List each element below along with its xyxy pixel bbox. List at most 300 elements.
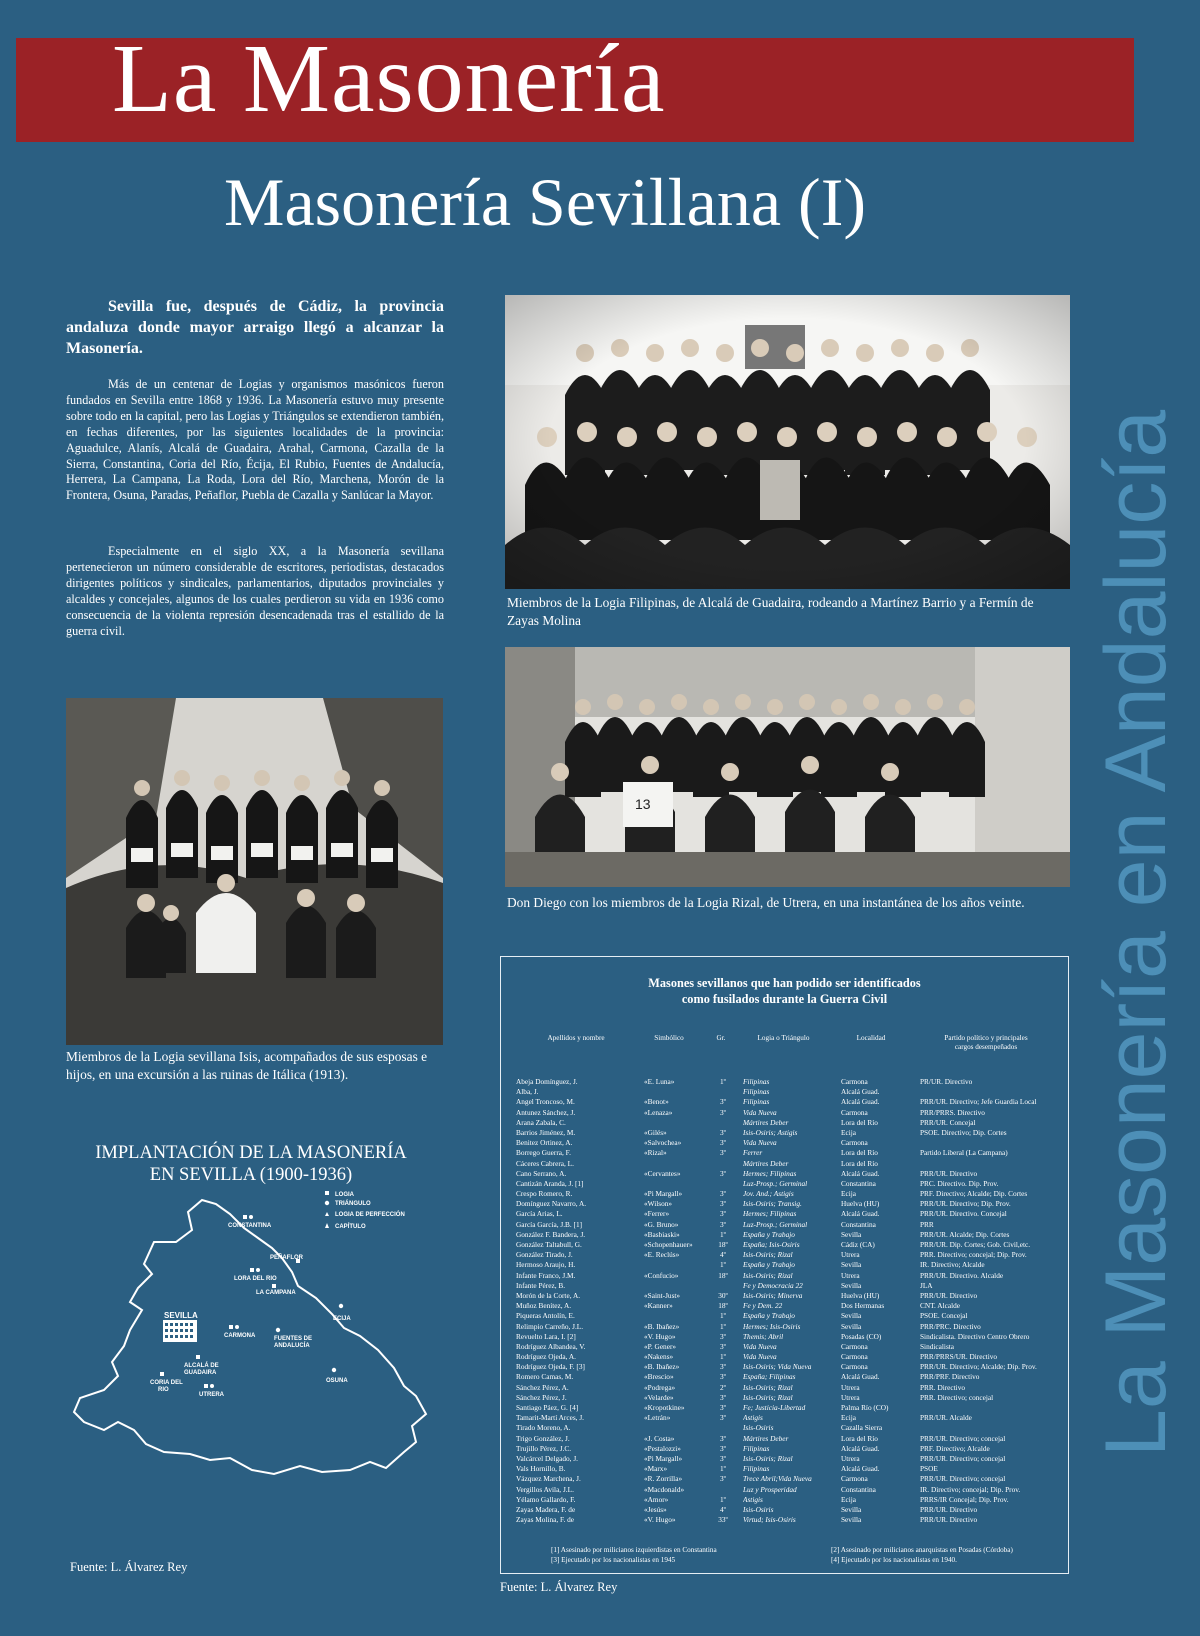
cell-lodge: Astigis xyxy=(743,1413,763,1423)
cell-lodge: Vida Nueva xyxy=(743,1138,777,1148)
table-row xyxy=(516,1087,1061,1097)
cell-name: Rodríguez Ojeda, F. [3] xyxy=(516,1362,585,1372)
cell-locality: Carmona xyxy=(841,1077,868,1086)
table-row xyxy=(516,1271,1061,1281)
table-row xyxy=(516,1301,1061,1311)
header-party-line-2: cargos desempeñados xyxy=(954,1043,1018,1051)
cell-locality: Sevilla xyxy=(841,1321,862,1331)
cell-locality: Ecija xyxy=(841,1494,856,1504)
cell-lodge: Jov. And.; Astigis xyxy=(743,1189,794,1199)
cell-grade: 1º xyxy=(720,1321,726,1331)
header-lodge: Logia o Triángulo xyxy=(757,1034,810,1042)
cell-lodge: Isis-Osiris; Transig. xyxy=(743,1199,802,1209)
cell-party: PRR/UR. Directivo; concejal xyxy=(920,1433,1006,1443)
legend-triangulo-symbol xyxy=(325,1201,329,1205)
label-coria-1: CORIA DEL xyxy=(150,1380,183,1386)
marker-lora-tri xyxy=(256,1268,260,1272)
cell-locality: Alcalá Guad. xyxy=(841,1372,880,1382)
cell-name: Abeja Domínguez, J. xyxy=(516,1077,578,1086)
cell-symbolic: «Pi Margall» xyxy=(644,1453,683,1463)
cell-symbolic: «J. Costa» xyxy=(644,1433,675,1443)
cell-locality: Huelva (HU) xyxy=(841,1290,880,1300)
cell-locality: Constantina xyxy=(841,1178,876,1188)
cell-name: Tamarit-Martí Arces, J. xyxy=(516,1413,584,1423)
marker-fuentes xyxy=(276,1328,280,1332)
cell-symbolic: «Brescio» xyxy=(644,1372,674,1382)
cell-symbolic: «V. Hugo» xyxy=(644,1515,676,1525)
cell-name: Angel Troncoso, M. xyxy=(516,1097,575,1107)
table-row xyxy=(516,1505,1061,1515)
implantation-map xyxy=(60,1190,450,1490)
cell-party: PRR/PRRS. Directivo xyxy=(920,1107,985,1117)
cell-lodge: Isis-Osiris xyxy=(743,1504,774,1514)
cell-name: Relimpio Carreño, J.L. xyxy=(516,1321,584,1331)
table-row xyxy=(516,1230,1061,1240)
cell-locality: Sevilla xyxy=(841,1504,862,1514)
cell-symbolic: «Rizal» xyxy=(644,1148,667,1158)
page-title: La Masonería xyxy=(112,25,666,133)
cell-party: PRR/UR. Directivo xyxy=(920,1504,978,1514)
cell-grade: 3º xyxy=(720,1219,726,1229)
label-carmona: CARMONA xyxy=(224,1333,256,1339)
legend-perfeccion-symbol xyxy=(325,1212,329,1216)
marker-utrera-tri xyxy=(210,1384,214,1388)
caption-logia-filipinas: Miembros de la Logia Filipinas, de Alcalá de Guadaira, rodeando a Martínez Barrio y a Fermín de Zayas Molina xyxy=(507,595,1034,628)
legend-triangulo: TRIÁNGULO xyxy=(335,1201,371,1207)
caption-logia-isis: Miembros de la Logia sevillana Isis, acompañados de sus esposas e hijos, en una excursión a las ruinas de Itálica (1913). xyxy=(66,1049,428,1082)
note-1: [1] Asesinado por milicianos izquierdistas en Constantina xyxy=(551,1546,717,1554)
cell-name: Barrios Jiménez, M. xyxy=(516,1127,576,1137)
cell-lodge: Ferrer xyxy=(743,1148,763,1158)
cell-party: PSOE. Concejal xyxy=(920,1311,968,1321)
table-row xyxy=(516,1189,1061,1199)
cell-locality: Utrera xyxy=(841,1382,860,1392)
cell-grade: 3º xyxy=(720,1168,726,1178)
cell-locality: Alcalá Guad. xyxy=(841,1464,880,1474)
table-row xyxy=(516,1332,1061,1342)
cell-name: Yélamo Gallardo, F. xyxy=(516,1494,576,1504)
header-symbolic: Simbólico xyxy=(654,1034,684,1042)
table-row xyxy=(516,1148,1061,1158)
cell-locality: Dos Hermanas xyxy=(841,1301,885,1311)
cell-lodge: Mártires Deber xyxy=(743,1433,789,1443)
cell-party: Partido Liberal (La Campana) xyxy=(920,1148,1008,1158)
cell-locality: Sevilla xyxy=(841,1229,862,1239)
header-grade: Gr. xyxy=(716,1034,726,1042)
photo-logia-filipinas xyxy=(505,295,1070,589)
cell-locality: Sevilla xyxy=(841,1260,862,1270)
marker-constantina-tri xyxy=(249,1215,253,1219)
table-row xyxy=(516,1464,1061,1474)
map-source: Fuente: L. Álvarez Rey xyxy=(70,1560,188,1574)
marker-osuna xyxy=(332,1368,336,1372)
cell-locality: Sevilla xyxy=(841,1280,862,1290)
table-row xyxy=(516,1413,1061,1423)
cell-grade: 3º xyxy=(720,1138,726,1148)
label-ecija: ECIJA xyxy=(333,1316,351,1322)
cell-lodge: España y Trabajo xyxy=(743,1260,795,1270)
cell-grade: 3º xyxy=(720,1474,726,1484)
cell-lodge: Hermes; Filipinas xyxy=(743,1209,797,1219)
cell-name: Piqueras Antolín, E. xyxy=(516,1311,575,1321)
page-subtitle: Masonería Sevillana (I) xyxy=(224,164,866,240)
cell-lodge: Hermes; Isis-Osiris xyxy=(743,1321,801,1331)
cell-locality: Palma Río (CO) xyxy=(841,1403,889,1412)
table-title-line-2: como fusilados durante la Guerra Civil xyxy=(681,992,888,1006)
table-row xyxy=(516,1250,1061,1260)
cell-name: Vergillos Avila, J.L. xyxy=(516,1484,574,1494)
cell-locality: Ecija xyxy=(841,1413,856,1423)
label-campana: LA CAMPANA xyxy=(256,1290,296,1296)
cell-symbolic: «Saint-Just» xyxy=(644,1290,681,1300)
cell-lodge: Isis-Osiris; Rizal xyxy=(743,1250,793,1260)
cell-grade: 3º xyxy=(720,1127,726,1137)
cell-locality: Cazalla Sierra xyxy=(841,1423,883,1433)
cell-locality: Carmona xyxy=(841,1107,868,1117)
cell-name: González Tirado, J. xyxy=(516,1250,573,1260)
cell-party: PRR/UR. Dip. Cortes; Gob. Civil,etc. xyxy=(920,1240,1031,1249)
cell-locality: Carmona xyxy=(841,1362,868,1372)
cell-locality: Alcalá Guad. xyxy=(841,1443,880,1453)
cell-locality: Lora del Río xyxy=(841,1158,878,1168)
cell-name: García García, J.B. [1] xyxy=(516,1219,583,1229)
cell-grade: 4º xyxy=(720,1250,726,1260)
intro-paragraph-1: Más de un centenar de Logias y organismos masónicos fueron fundados en Sevilla entre 1868 y 1936. La Masonería estuvo muy presente sobre todo en la capital, pero las Logias y Triángulos se extendieron también, en fechas diferentes, por las siguientes localidades de la provincia: Aguadulce, Alanís, Alcalá de Guadaira, Arahal, Carmona, Cazalla de la Sierra, Constantina, Coria del Río, Écija, El Rubio, Fuentes de Andalucía, Herrera, La Campana, La Roda, Lora del Río, Marchena, Morón de la Frontera, Osuna, Paradas, Peñaflor, Puebla de Cazalla y Sanlúcar la Mayor. xyxy=(66,377,444,503)
cell-symbolic: «Macdonald» xyxy=(644,1484,685,1494)
cell-party: PRRS/IR Concejal; Dip. Prov. xyxy=(920,1494,1009,1504)
cell-name: Rodríguez Albandea, V. xyxy=(516,1341,586,1351)
marker-campana xyxy=(272,1284,276,1288)
cell-symbolic: «Nakens» xyxy=(644,1352,674,1362)
vertical-series-title: La Masonería en Andalucía xyxy=(1088,409,1184,1457)
table-row xyxy=(516,1372,1061,1382)
cell-name: Sánchez Pérez, J. xyxy=(516,1392,567,1402)
cell-locality: Posadas (CO) xyxy=(841,1331,882,1341)
table-row xyxy=(516,1220,1061,1230)
cell-symbolic: «P. Gener» xyxy=(644,1341,677,1351)
legend-capitulo: CAPÍTULO xyxy=(335,1224,366,1230)
cell-grade: 1º xyxy=(720,1464,726,1474)
cell-lodge: Fe y Dem. 22 xyxy=(743,1301,783,1311)
intro-lead: Sevilla fue, después de Cádiz, la provincia andaluza donde mayor arraigo llegó a alcanzar la Masonería. xyxy=(66,298,444,357)
cell-party: PRR/UR. Directivo; Alcalde; Dip. Prov. xyxy=(920,1362,1037,1372)
label-fuentes-1: FUENTES DE xyxy=(274,1336,313,1342)
cell-name: Trujillo Pérez, J.C. xyxy=(516,1443,572,1453)
cell-name: Alba, J. xyxy=(516,1087,539,1097)
cell-party: PRR/UR. Directivo xyxy=(920,1290,978,1300)
cell-name: Sánchez Pérez, A. xyxy=(516,1382,569,1392)
cell-lodge: Virtud; Isis-Osiris xyxy=(743,1515,796,1525)
cell-locality: Utrera xyxy=(841,1453,860,1463)
cell-name: Infante Franco, J.M. xyxy=(516,1270,576,1280)
cell-locality: Utrera xyxy=(841,1250,860,1260)
cell-name: Santiago Páez, G. [4] xyxy=(516,1403,579,1412)
cell-locality: Alcalá Guad. xyxy=(841,1097,880,1107)
marker-ecija xyxy=(339,1304,343,1308)
cell-symbolic: «Basbiaski» xyxy=(644,1229,680,1239)
header-party-line-1: Partido político y principales xyxy=(944,1034,1028,1042)
note-3: [3] Ejecutado por los nacionalistas en 1945 xyxy=(551,1556,676,1564)
cell-party: JLA xyxy=(920,1280,933,1290)
marker-lora xyxy=(250,1268,254,1272)
cell-symbolic: «E. Luna» xyxy=(644,1077,675,1086)
legend-logia: LOGIA xyxy=(335,1192,354,1198)
cell-party: CNT. Alcalde xyxy=(920,1301,960,1311)
cell-symbolic: «Salvochea» xyxy=(644,1138,682,1148)
table-row xyxy=(516,1169,1061,1179)
cell-symbolic: «B. Ibañez» xyxy=(644,1362,680,1372)
cell-grade: 1º xyxy=(720,1260,726,1270)
caption-logia-rizal: Don Diego con los miembros de la Logia Rizal, de Utrera, en una instantánea de los años veinte. xyxy=(507,895,1025,910)
cell-locality: Sevilla xyxy=(841,1311,862,1321)
table-row xyxy=(516,1383,1061,1393)
cell-symbolic: «R. Zorrilla» xyxy=(644,1474,683,1484)
cell-locality: Sevilla xyxy=(841,1515,862,1525)
cell-grade: 3º xyxy=(720,1189,726,1199)
marker-utrera xyxy=(204,1384,208,1388)
cell-grade: 3º xyxy=(720,1097,726,1107)
cell-lodge: Luz y Prosperidad xyxy=(743,1484,797,1494)
table-row xyxy=(516,1291,1061,1301)
cell-name: Benitez Ortinez, A. xyxy=(516,1138,573,1148)
cell-lodge: Fe y Democracia 22 xyxy=(743,1280,803,1290)
cell-grade: 3º xyxy=(720,1362,726,1372)
table-title-line-1: Masones sevillanos que han podido ser identificados xyxy=(648,976,921,990)
cell-party: PSOE. Directivo; Dip. Cortes xyxy=(920,1127,1007,1137)
cell-lodge: Trece Abril;Vida Nueva xyxy=(743,1474,812,1484)
executed-masons-table xyxy=(500,956,1069,1574)
table-row xyxy=(516,1403,1061,1413)
table-row xyxy=(516,1159,1061,1169)
table-notes-right xyxy=(831,1545,1013,1565)
cell-party: PR/UR. Directivo xyxy=(920,1077,973,1086)
cell-lodge: Filipinas xyxy=(743,1097,770,1107)
cell-lodge: Hermes; Filipinas xyxy=(743,1168,797,1178)
cell-grade: 3º xyxy=(720,1403,726,1412)
cell-name: Domínguez Navarro, A. xyxy=(516,1199,587,1209)
cell-lodge: Isis-Osiris; Vida Nueva xyxy=(743,1362,812,1372)
cell-lodge: Astigis xyxy=(743,1494,763,1504)
cell-symbolic: «Wilson» xyxy=(644,1199,673,1209)
table-row xyxy=(516,1495,1061,1505)
cell-name: Cantizán Aranda, J. [1] xyxy=(516,1178,584,1188)
legend-perfeccion: LOGIA DE PERFECCIÓN xyxy=(335,1212,405,1218)
cell-locality: Cádiz (CA) xyxy=(841,1240,875,1249)
table-row xyxy=(516,1240,1061,1250)
cell-party: PRR/UR. Alcalde xyxy=(920,1413,972,1423)
table-notes-left xyxy=(551,1545,717,1565)
cell-lodge: Isis-Osiris; Rizal xyxy=(743,1270,793,1280)
label-alcala-1: ALCALÁ DE xyxy=(184,1363,219,1369)
cell-locality: Alcalá Guad. xyxy=(841,1168,880,1178)
cell-lodge: Luz-Prosp.; Germinal xyxy=(743,1219,808,1229)
cell-symbolic: «Jesús» xyxy=(644,1504,667,1514)
table-row xyxy=(516,1138,1061,1148)
cell-name: Valcárcel Delgado, J. xyxy=(516,1453,578,1463)
legend-capitulo-symbol xyxy=(325,1223,329,1228)
cell-party: PRF. Directivo; Alcalde xyxy=(920,1443,990,1453)
cell-grade: 3º xyxy=(720,1341,726,1351)
photo-logia-rizal xyxy=(505,647,1070,887)
cell-lodge: España y Trabajo xyxy=(743,1311,795,1321)
marker-constantina xyxy=(243,1215,247,1219)
cell-name: Morón de la Corte, A. xyxy=(516,1290,581,1300)
table-row xyxy=(516,1342,1061,1352)
cell-symbolic: «Kanner» xyxy=(644,1301,673,1311)
cell-symbolic: «Letrán» xyxy=(644,1413,671,1423)
label-penaflor: PEÑAFLOR xyxy=(270,1255,303,1261)
cell-name: Arana Zabala, C. xyxy=(516,1117,566,1127)
table-row xyxy=(516,1108,1061,1118)
cell-locality: Utrera xyxy=(841,1392,860,1402)
table-row xyxy=(516,1209,1061,1219)
cell-party: PRC. Directivo. Dip. Prov. xyxy=(920,1178,999,1188)
cell-name: Romero Camas, M. xyxy=(516,1372,574,1382)
cell-symbolic: «Ferrer» xyxy=(644,1209,670,1219)
cell-party: PRR/UR. Concejal xyxy=(920,1117,976,1127)
cell-symbolic: «Pestalozzi» xyxy=(644,1443,681,1453)
cell-party: IR. Directivo; Alcalde xyxy=(920,1260,985,1270)
cell-name: Vázquez Marchena, J. xyxy=(516,1474,581,1484)
table-row xyxy=(516,1179,1061,1189)
cell-name: Trigo González, J. xyxy=(516,1433,570,1443)
cell-lodge: España; Filipinas xyxy=(743,1372,796,1382)
cell-party: PRR/UR. Directivo. Alcalde xyxy=(920,1270,1004,1280)
table-body xyxy=(516,1077,1061,1525)
cell-locality: Alcalá Guad. xyxy=(841,1209,880,1219)
cell-lodge: Isis-Osiris; Rizal xyxy=(743,1382,793,1392)
cell-symbolic: «Amor» xyxy=(644,1494,669,1504)
label-alcala-2: GUADAIRA xyxy=(184,1370,217,1376)
cell-lodge: España; Isis-Osiris xyxy=(743,1240,800,1249)
marker-alcala xyxy=(196,1355,200,1359)
cell-name: Borrego Guerra, F. xyxy=(516,1148,571,1158)
cell-party: PRR/UR. Directivo xyxy=(920,1515,978,1525)
cell-symbolic: «Schopenhauer» xyxy=(644,1240,693,1249)
cell-grade: 18º xyxy=(718,1301,728,1311)
cell-grade: 30º xyxy=(718,1290,728,1300)
cell-lodge: España y Trabajo xyxy=(743,1229,795,1239)
legend-logia-symbol xyxy=(325,1191,329,1195)
cell-locality: Carmona xyxy=(841,1352,868,1362)
cell-lodge: Filipinas xyxy=(743,1443,770,1453)
table-row xyxy=(516,1423,1061,1433)
label-lora: LORA DEL RIO xyxy=(234,1276,277,1282)
cell-name: Zayas Madera, F. de xyxy=(516,1504,576,1514)
table-row xyxy=(516,1393,1061,1403)
table-row xyxy=(516,1199,1061,1209)
cell-symbolic: «B. Ibañez» xyxy=(644,1321,680,1331)
cell-name: Rodríguez Ojeda, A. xyxy=(516,1352,576,1362)
cell-locality: Lora del Río xyxy=(841,1148,878,1158)
cell-grade: 1º xyxy=(720,1352,726,1362)
cell-lodge: Isis-Osiris xyxy=(743,1423,774,1433)
cell-locality: Ecija xyxy=(841,1127,856,1137)
label-coria-2: RIO xyxy=(158,1387,169,1393)
map-legend xyxy=(325,1191,405,1230)
cell-grade: 3º xyxy=(720,1107,726,1117)
header-locality: Localidad xyxy=(856,1034,886,1042)
cell-grade: 3º xyxy=(720,1443,726,1453)
cell-party: PRR xyxy=(920,1219,934,1229)
cell-grade: 3º xyxy=(720,1148,726,1158)
cell-name: Cano Serrano, A. xyxy=(516,1168,567,1178)
cell-lodge: Vida Nueva xyxy=(743,1341,777,1351)
cell-locality: Lora del Río xyxy=(841,1433,878,1443)
cell-name: García Arias, L. xyxy=(516,1209,563,1219)
cell-symbolic: «Kropotkine» xyxy=(644,1403,685,1412)
cell-party: PRR/UR. Directivo. Concejal xyxy=(920,1209,1007,1219)
cell-party: Sindicalista xyxy=(920,1341,955,1351)
cell-party: PRR. Directivo xyxy=(920,1382,965,1392)
cell-grade: 3º xyxy=(720,1372,726,1382)
table-row xyxy=(516,1260,1061,1270)
cell-party: PRR. Directivo; concejal xyxy=(920,1392,994,1402)
cell-grade: 2º xyxy=(720,1382,726,1392)
table-row xyxy=(516,1077,1061,1087)
cell-grade: 3º xyxy=(720,1209,726,1219)
cell-symbolic: «Cervantes» xyxy=(644,1168,681,1178)
table-row xyxy=(516,1118,1061,1128)
cell-locality: Huelva (HU) xyxy=(841,1199,880,1209)
cell-grade: 1º xyxy=(720,1229,726,1239)
cell-party: PRR/PRF. Directivo xyxy=(920,1372,980,1382)
map-title xyxy=(66,1142,436,1186)
table-row xyxy=(516,1454,1061,1464)
marker-carmona xyxy=(229,1325,233,1329)
cell-symbolic: «V. Hugo» xyxy=(644,1331,676,1341)
table-row xyxy=(516,1097,1061,1107)
cell-locality: Carmona xyxy=(841,1341,868,1351)
table-title xyxy=(501,975,1068,1007)
cell-party: PRR/UR. Alcalde; Dip. Cortes xyxy=(920,1229,1010,1239)
cell-party: PRR/PRC. Directivo xyxy=(920,1321,981,1331)
cell-party: PRR/UR. Directivo; Dip. Prov. xyxy=(920,1199,1011,1209)
cell-name: Tirado Moreno, A. xyxy=(516,1423,571,1433)
label-utrera: UTRERA xyxy=(199,1392,224,1398)
cell-name: González Taltabull, G. xyxy=(516,1240,582,1249)
cell-party: PRR/PRRS/UR. Directivo xyxy=(920,1352,998,1362)
cell-name: González F. Bandera, J. xyxy=(516,1229,586,1239)
cell-grade: 3º xyxy=(720,1453,726,1463)
cell-lodge: Fe; Justicia-Libertad xyxy=(743,1403,806,1412)
header-party xyxy=(916,1034,1056,1052)
marker-carmona-tri xyxy=(235,1325,239,1329)
cell-locality: Constantina xyxy=(841,1219,876,1229)
table-row xyxy=(516,1485,1061,1495)
cell-name: Crespo Romero, R. xyxy=(516,1189,573,1199)
cell-lodge: Isis-Osiris; Rizal xyxy=(743,1392,793,1402)
cell-lodge: Vida Nueva xyxy=(743,1352,777,1362)
cell-symbolic: «Pi Margall» xyxy=(644,1189,683,1199)
label-constantina: CONSTANTINA xyxy=(228,1223,272,1229)
photo-logia-isis xyxy=(66,698,443,1045)
cell-party: Sindicalista. Directivo Centro Obrero xyxy=(920,1331,1030,1341)
note-2: [2] Asesinado por milicianos anarquistas en Posadas (Córdoba) xyxy=(831,1546,1013,1554)
cell-symbolic: «Marx» xyxy=(644,1464,668,1474)
cell-locality: Utrera xyxy=(841,1270,860,1280)
cell-lodge: Filipinas xyxy=(743,1087,770,1097)
cell-lodge: Mártires Deber xyxy=(743,1117,789,1127)
cell-name: Revuelto Lara, I. [2] xyxy=(516,1331,576,1341)
table-row xyxy=(516,1352,1061,1362)
cell-name: Antunez Sánchez, J. xyxy=(516,1107,576,1117)
cell-lodge: Mártires Deber xyxy=(743,1158,789,1168)
cell-lodge: Isis-Osiris; Rizal xyxy=(743,1453,793,1463)
cell-locality: Constantina xyxy=(841,1484,876,1494)
cell-name: Cáceres Cabrera, L. xyxy=(516,1158,574,1168)
table-row xyxy=(516,1128,1061,1138)
